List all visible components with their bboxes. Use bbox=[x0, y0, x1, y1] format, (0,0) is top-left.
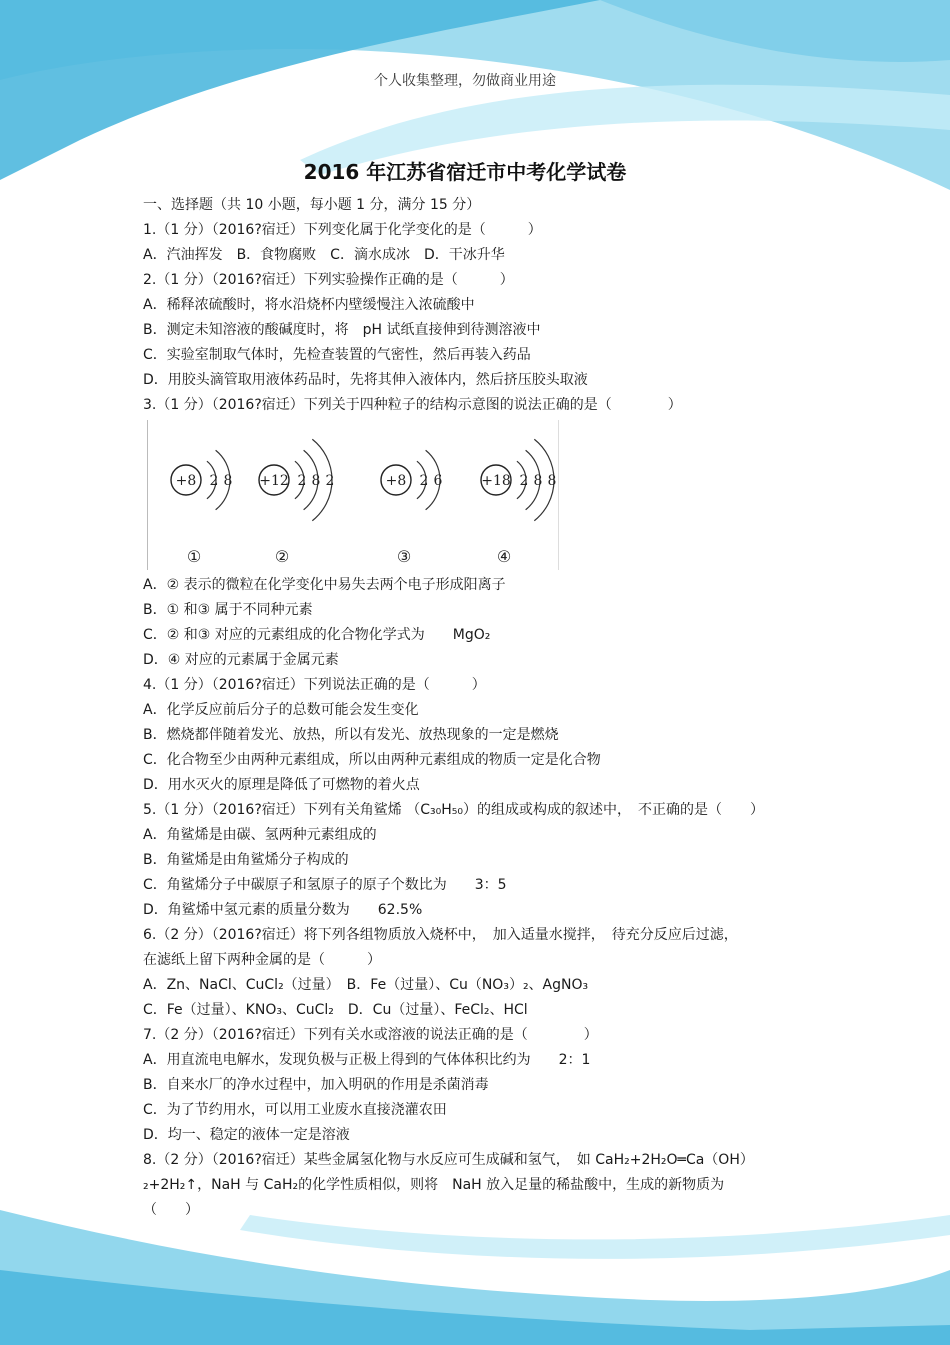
text-line: C．角鲨烯分子中碳原子和氢原子的原子个数比为 3：5 bbox=[143, 877, 507, 893]
atom-label: ④ bbox=[496, 547, 512, 566]
text-line: 一、选择题（共 10 小题，每小题 1 分，满分 15 分） bbox=[143, 197, 481, 213]
text-line: A．② 表示的微粒在化学变化中易失去两个电子形成阳离子 bbox=[143, 577, 506, 593]
text-line: A．角鲨烯是由碳、氢两种元素组成的 bbox=[143, 827, 377, 843]
text-line: D．角鲨烯中氢元素的质量分数为 62.5% bbox=[143, 902, 423, 918]
text-line: 5.（1 分）（2016?宿迁）下列有关角鲨烯 （C₃₀H₅₀）的组成或构成的叙述中， 不正确的是（ ） bbox=[143, 802, 764, 818]
text-line: 8.（2 分）（2016?宿迁）某些金属氢化物与水反应可生成碱和氢气， 如 CaH₂+2H₂O═Ca（OH） bbox=[143, 1152, 754, 1168]
text-line: B．燃烧都伴随着发光、放热，所以有发光、放热现象的一定是燃烧 bbox=[143, 727, 559, 743]
electron-count: 6 bbox=[433, 473, 443, 489]
text-line: D．均一、稳定的液体一定是溶液 bbox=[143, 1127, 350, 1143]
exam-content bbox=[143, 193, 823, 1223]
electron-count: 2 bbox=[519, 473, 529, 489]
page-title: 2016 年江苏省宿迁市中考化学试卷 bbox=[303, 160, 627, 184]
header-note: 个人收集整理，勿做商业用途 bbox=[374, 73, 556, 89]
text-line: A．汽油挥发 B．食物腐败 C．滴水成冰 D．干冰升华 bbox=[143, 247, 505, 263]
nucleus-charge: +8 bbox=[385, 473, 407, 489]
text-line: C．② 和③ 对应的元素组成的化合物化学式为 MgO₂ bbox=[143, 627, 491, 643]
text-line: 2.（1 分）（2016?宿迁）下列实验操作正确的是（ ） bbox=[143, 272, 514, 288]
text-line: C．实验室制取气体时，先检查装置的气密性，然后再装入药品 bbox=[143, 347, 531, 363]
text-line: C．为了节约用水，可以用工业废水直接浇灌农田 bbox=[143, 1102, 447, 1118]
text-line: A．用直流电电解水，发现负极与正极上得到的气体体积比约为 2：1 bbox=[143, 1052, 591, 1068]
questions-part-2 bbox=[143, 573, 823, 1223]
atom-structure-diagram bbox=[147, 420, 559, 570]
electron-count: 2 bbox=[419, 473, 429, 489]
text-line: ₂+2H₂↑，NaH 与 CaH₂的化学性质相似，则将 NaH 放入足量的稀盐酸中，生成的新物质为 bbox=[143, 1177, 725, 1193]
text-line: A．化学反应前后分子的总数可能会发生变化 bbox=[143, 702, 419, 718]
text-line: D．④ 对应的元素属于金属元素 bbox=[143, 652, 339, 668]
electron-count: 8 bbox=[533, 473, 543, 489]
text-line: A．Zn、NaCl、CuCl₂（过量） B．Fe（过量）、Cu（NO₃）₂、AgNO₃ bbox=[143, 977, 589, 993]
electron-count: 8 bbox=[547, 473, 557, 489]
atom-1 bbox=[171, 450, 232, 566]
atom-2 bbox=[259, 439, 334, 566]
electron-count: 8 bbox=[311, 473, 321, 489]
text-line: 6.（2 分）（2016?宿迁）将下列各组物质放入烧杯中， 加入适量水搅拌， 待充分反应后过滤， bbox=[143, 927, 738, 943]
text-line: 1.（1 分）（2016?宿迁）下列变化属于化学变化的是（ ） bbox=[143, 222, 542, 238]
text-line: A．稀释浓硫酸时，将水沿烧杯内壁缓慢注入浓硫酸中 bbox=[143, 297, 475, 313]
atom-4 bbox=[481, 439, 556, 566]
text-line: B．自来水厂的净水过程中，加入明矾的作用是杀菌消毒 bbox=[143, 1077, 489, 1093]
text-line: （ ） bbox=[143, 1202, 199, 1218]
text-line: B．角鲨烯是由角鲨烯分子构成的 bbox=[143, 852, 349, 868]
electron-count: 2 bbox=[325, 473, 335, 489]
text-line: D．用胶头滴管取用液体药品时，先将其伸入液体内，然后挤压胶头取液 bbox=[143, 372, 588, 388]
text-line: B．① 和③ 属于不同种元素 bbox=[143, 602, 313, 618]
text-line: C．Fe（过量）、KNO₃、CuCl₂ D．Cu（过量）、FeCl₂、HCl bbox=[143, 1002, 528, 1018]
atom-label: ① bbox=[186, 547, 202, 566]
electron-count: 2 bbox=[297, 473, 307, 489]
electron-count: 8 bbox=[223, 473, 233, 489]
text-line: 7.（2 分）（2016?宿迁）下列有关水或溶液的说法正确的是（ ） bbox=[143, 1027, 598, 1043]
text-line: 在滤纸上留下两种金属的是（ ） bbox=[143, 952, 381, 968]
text-line: D．用水灭火的原理是降低了可燃物的着火点 bbox=[143, 777, 420, 793]
text-line: 3.（1 分）（2016?宿迁）下列关于四种粒子的结构示意图的说法正确的是（ ） bbox=[143, 397, 682, 413]
electron-count: 2 bbox=[209, 473, 219, 489]
questions-part-1 bbox=[143, 193, 823, 418]
atom-label: ③ bbox=[396, 547, 412, 566]
atom-label: ② bbox=[274, 547, 290, 566]
nucleus-charge: +18 bbox=[481, 473, 511, 489]
atom-3 bbox=[381, 450, 443, 566]
text-line: C．化合物至少由两种元素组成，所以由两种元素组成的物质一定是化合物 bbox=[143, 752, 601, 768]
text-line: 4.（1 分）（2016?宿迁）下列说法正确的是（ ） bbox=[143, 677, 486, 693]
text-line: B．测定未知溶液的酸碱度时，将 pH 试纸直接伸到待测溶液中 bbox=[143, 322, 541, 338]
nucleus-charge: +8 bbox=[175, 473, 197, 489]
nucleus-charge: +12 bbox=[259, 473, 289, 489]
